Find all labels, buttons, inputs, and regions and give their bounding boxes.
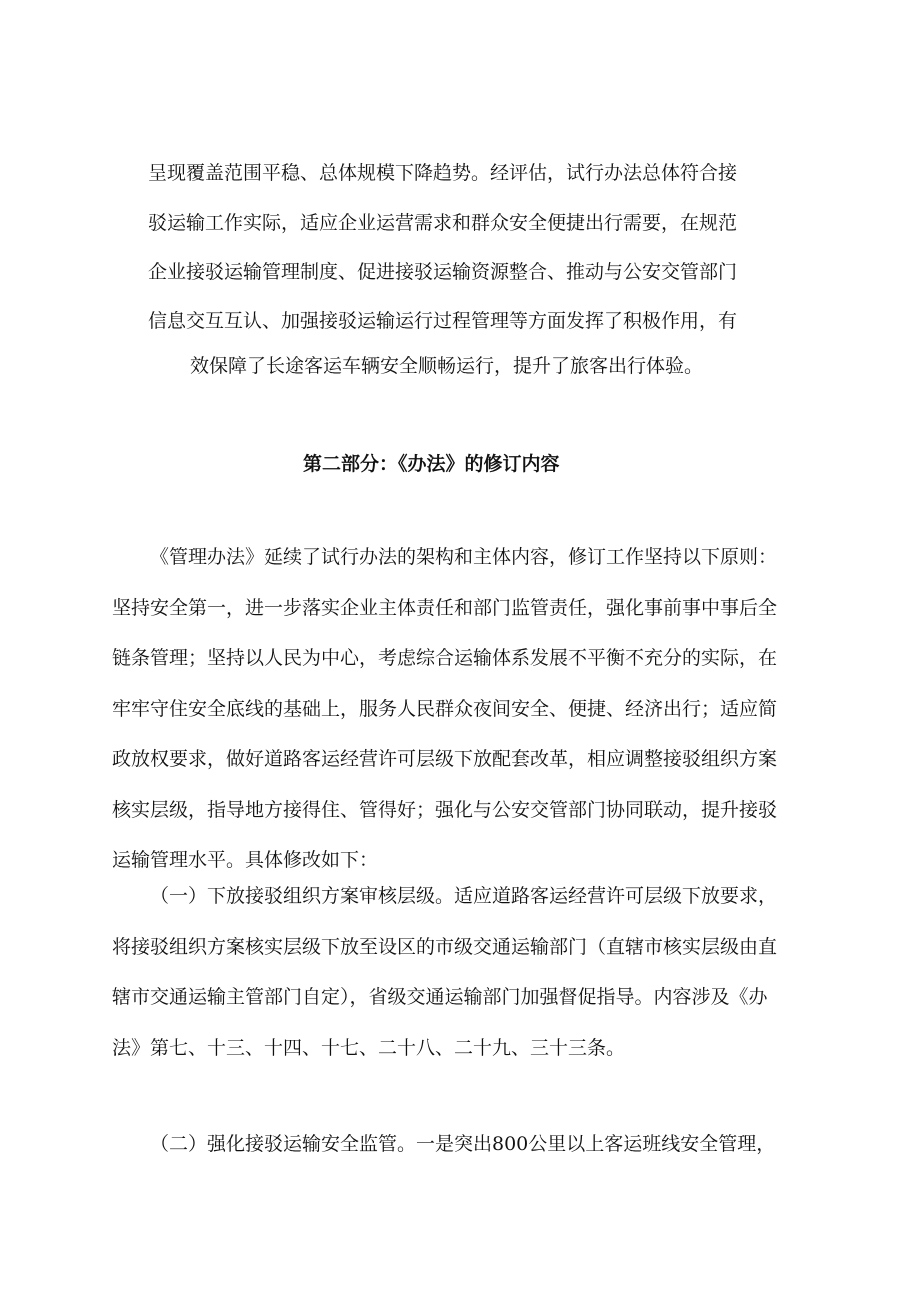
item-one-line-3: 辖市交通运输主管部门自定），省级交通运输部门加强督促指导。内容涉及《办 (112, 986, 768, 1008)
intro-line-4: 信息交互互认、加强接驳运输运行过程管理等方面发挥了积极作用，有 (148, 310, 738, 332)
item-one-line-4: 法》第七、十三、十四、十七、二十八、二十九、三十三条。 (112, 1037, 626, 1059)
principles-line-1: 《管理办法》延续了试行办法的架构和主体内容，修订工作坚持以下原则： (150, 546, 778, 568)
item-one-line-1: （一）下放接驳组织方案审核层级。适应道路客运经营许可层级下放要求， (150, 885, 778, 907)
principles-line-5: 政放权要求，做好道路客运经营许可层级下放配套改革，相应调整接驳组织方案 (112, 748, 778, 770)
intro-line-1: 呈现覆盖范围平稳、总体规模下降趋势。经评估，试行办法总体符合接 (148, 162, 738, 184)
principles-line-4: 牢牢守住安全底线的基础上，服务人民群众夜间安全、便捷、经济出行；适应简 (112, 698, 778, 720)
principles-line-2: 坚持安全第一，进一步落实企业主体责任和部门监管责任，强化事前事中事后全 (112, 597, 778, 619)
principles-line-6: 核实层级，指导地方接得住、管得好；强化与公安交管部门协同联动，提升接驳 (112, 799, 778, 821)
item-two-line-1: （二）强化接驳运输安全监管。一是突出800公里以上客运班线安全管理， (150, 1133, 776, 1155)
item-one-line-2: 将接驳组织方案核实层级下放至设区的市级交通运输部门（直辖市核实层级由直 (112, 936, 778, 958)
principles-line-3: 链条管理；坚持以人民为中心，考虑综合运输体系发展不平衡不充分的实际，在 (112, 647, 778, 669)
intro-line-3: 企业接驳运输管理制度、促进接驳运输资源整合、推动与公安交管部门 (148, 261, 738, 283)
intro-line-2: 驳运输工作实际，适应企业运营需求和群众安全便捷出行需要，在规范 (148, 212, 738, 234)
principles-line-7: 运输管理水平。具体修改如下： (112, 849, 379, 871)
section-heading: 第二部分：《办法》的修订内容 (303, 453, 560, 475)
intro-line-5: 效保障了长途客运车辆安全顺畅运行，提升了旅客出行体验。 (190, 355, 704, 377)
